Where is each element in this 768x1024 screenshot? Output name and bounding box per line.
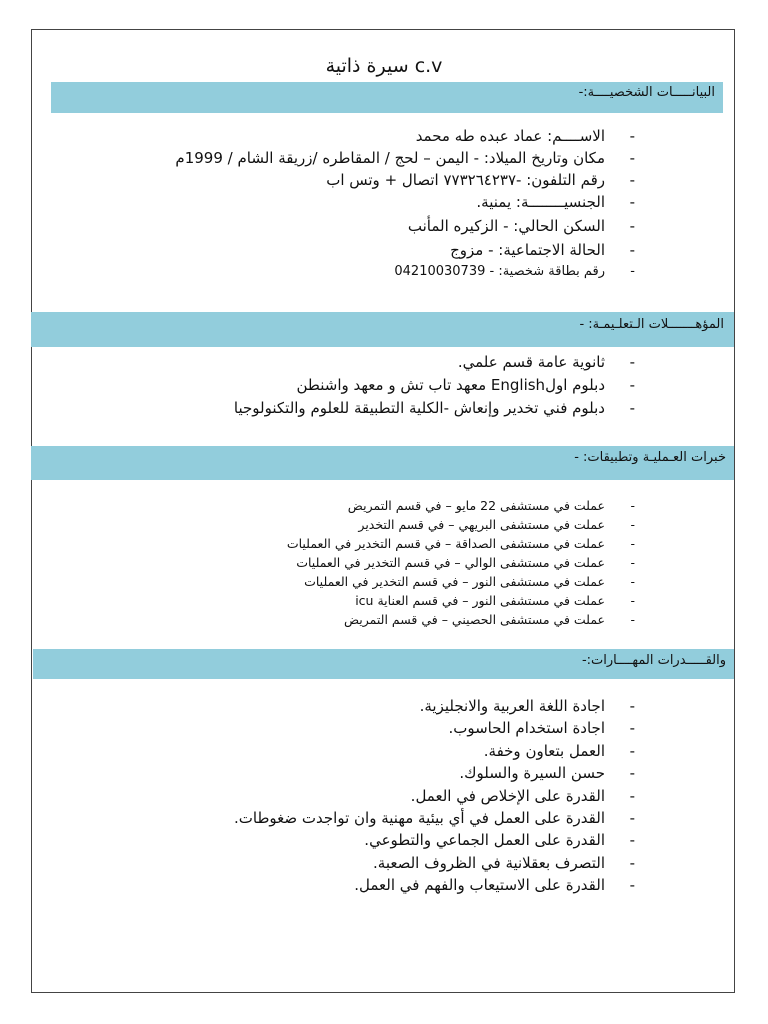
skills-list <box>75 695 635 897</box>
section-header-personal: البيانـــــات الشخصيــــة:- <box>51 82 723 113</box>
list-item: - عملت في مستشفى الوالي – في قسم التخدير في العمليات <box>115 553 635 572</box>
list-item: - القدرة على الاستيعاب والفهم في العمل. <box>75 874 635 896</box>
list-item: - عملت في مستشفى البريهي – في قسم التخدير <box>115 515 635 534</box>
list-item: - دبلوم اولEnglish معهد تاب تش و معهد واشنطن <box>75 374 635 397</box>
list-item: - القدرة على الإخلاص في العمل. <box>75 785 635 807</box>
list-item: - السكن الحالي: - الزكيره المأنب <box>115 215 635 237</box>
list-item: - عملت في مستشفى النور – في قسم العناية icu <box>115 591 635 610</box>
list-item: - مكان وتاريخ الميلاد: - اليمن – لحج / المقاطره /زريقة الشام / 1999م <box>115 147 635 169</box>
list-item: - اجادة استخدام الحاسوب. <box>75 717 635 739</box>
list-item: - رقم بطاقة شخصية: - 04210030739 <box>115 261 635 283</box>
list-item: - رقم التلفون: -٧٧٣٢٦٤٢٣٧ اتصال + وتس اب <box>115 169 635 191</box>
list-item: - اجادة اللغة العربية والانجليزية. <box>75 695 635 717</box>
list-item: - العمل بتعاون وخفة. <box>75 740 635 762</box>
list-item: - القدرة على العمل الجماعي والتطوعي. <box>75 829 635 851</box>
list-item: - القدرة على العمل في أي بيئية مهنية وان تواجدت ضغوطات. <box>75 807 635 829</box>
list-item: - عملت في مستشفى الحصيني – في قسم التمريض <box>115 610 635 629</box>
list-item: - ثانوية عامة قسم علمي. <box>75 351 635 374</box>
list-item: - الحالة الاجتماعية: - مزوج <box>115 239 635 261</box>
personal-info-list <box>115 125 635 283</box>
education-list <box>75 351 635 420</box>
list-item: - حسن السيرة والسلوك. <box>75 762 635 784</box>
section-header-skills: والقـــــدرات المهــــارات:- <box>33 649 734 679</box>
list-item: - عملت في مستشفى الصداقة – في قسم التخدير في العمليات <box>115 534 635 553</box>
experience-list <box>115 496 635 629</box>
page-title: سيرة ذاتية c.v <box>325 55 443 77</box>
section-header-education: المؤهـــــــلات الـتعلـيمـة: - <box>31 312 734 347</box>
list-item: - عملت في مستشفى النور – في قسم التخدير في العمليات <box>115 572 635 591</box>
list-item: - دبلوم فني تخدير وإنعاش -الكلية التطبيقة للعلوم والتكنولوجيا <box>75 397 635 420</box>
list-item: - التصرف بعقلانية في الظروف الصعبة. <box>75 852 635 874</box>
list-item: - الجنسيــــــــة: يمنية. <box>115 191 635 213</box>
list-item: - عملت في مستشفى 22 مايو – في قسم التمريض <box>115 496 635 515</box>
list-item: - الاســــم: عماد عبده طه محمد <box>115 125 635 147</box>
section-header-experience: خبرات العـمليـة وتطبيقات: - <box>31 446 734 480</box>
